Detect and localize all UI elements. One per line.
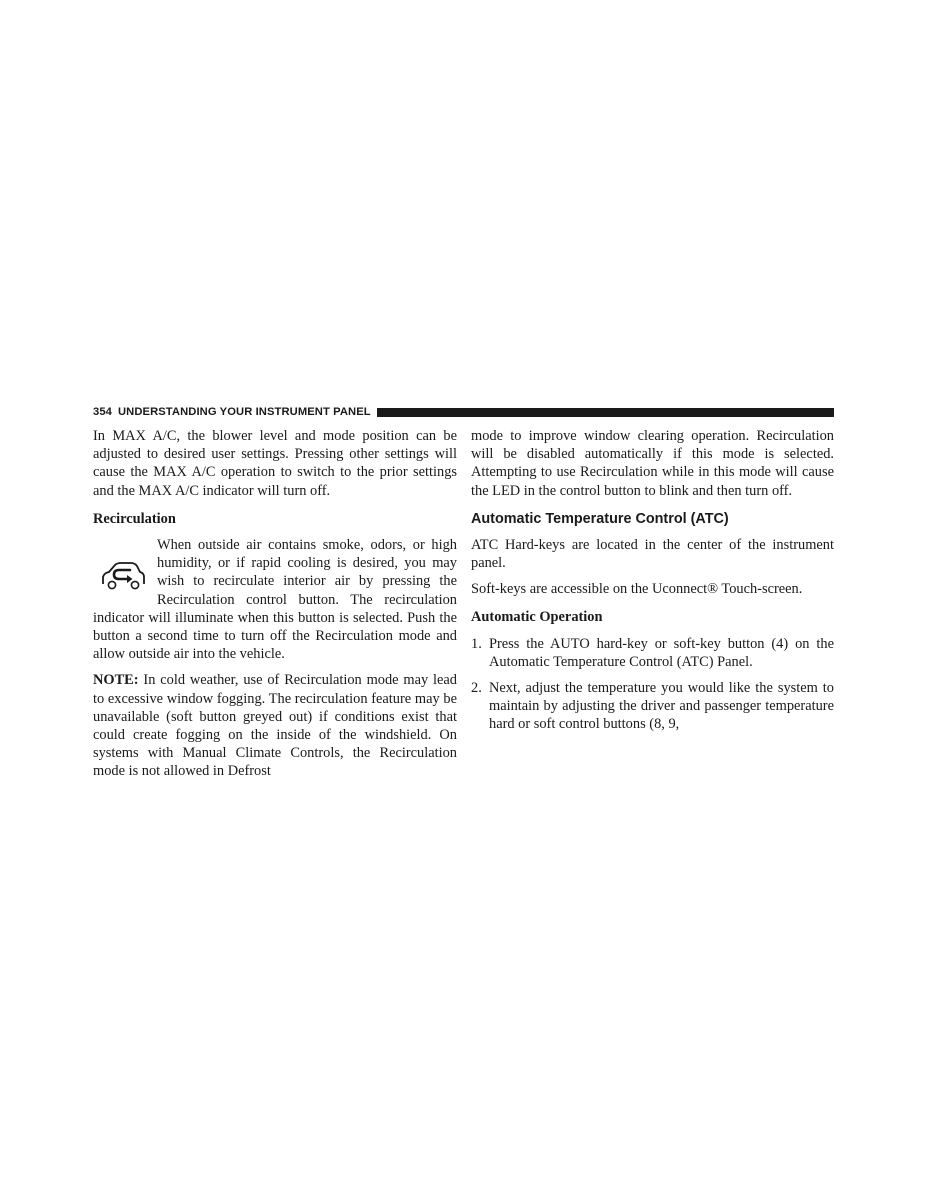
recirculation-paragraph: When outside air contains smoke, odors, or high humidity, or if rapid cooling is desired, you may wish to recirculate interior air by pressing the Recirculation control button. The recirculation indicator will illuminate when this button is selected. Push the button a second time to turn off the Recirculation mode and allow outside air into the vehicle.: [93, 537, 457, 663]
soft-keys-paragraph: Soft-keys are accessible on the Uconnect® Touch-screen.: [471, 581, 803, 598]
recirculation-icon: [93, 544, 151, 604]
atc-heading: Automatic Temperature Control (ATC): [471, 510, 729, 527]
page-number: 354: [93, 406, 112, 418]
step-text: Next, adjust the temperature you would like the system to maintain by adjusting the driver and passenger temperature hard or soft control buttons (8, 9,: [489, 680, 834, 733]
left-column: [93, 427, 457, 781]
automatic-operation-heading: Automatic Operation: [471, 609, 603, 626]
list-item: [471, 635, 834, 671]
steps-list: [471, 635, 834, 734]
header-text: [93, 405, 371, 419]
note-paragraph: [93, 671, 457, 780]
note-text: In cold weather, use of Recirculation mode may lead to excessive window fogging. The recirculation feature may be unavailable (soft button greyed out) if conditions exist that could create fogging on the inside of the windshield. On systems with Manual Climate Controls, the Recirculation mode is not allowed in Defrost: [93, 672, 457, 780]
header-rule: [377, 408, 834, 417]
right-column: [471, 427, 834, 734]
note-label: NOTE:: [93, 672, 139, 689]
section-title: UNDERSTANDING YOUR INSTRUMENT PANEL: [117, 406, 371, 418]
step-number: 2.: [471, 680, 482, 697]
hard-keys-paragraph: ATC Hard-keys are located in the center of the instrument panel.: [471, 536, 834, 572]
list-item: [471, 679, 834, 734]
note-continued-paragraph: mode to improve window clearing operation. Recirculation will be disabled automatically if this mode is selected. Attempting to use Recirculation while in this mode will cause the LED in the control button to blink and then turn off.: [471, 428, 834, 499]
recirculation-section: [93, 536, 457, 663]
recirculation-heading: Recirculation: [93, 510, 176, 527]
step-text: Press the AUTO hard-key or soft-key button (4) on the Automatic Temperature Control (ATC) Panel.: [489, 635, 834, 670]
step-number: 1.: [471, 635, 482, 652]
page-header: [93, 405, 834, 419]
max-ac-paragraph: In MAX A/C, the blower level and mode position can be adjusted to desired user settings. Pressing other settings will cause the MAX A/C operation to switch to the prior settings and the MAX A/C indicator will turn off.: [93, 428, 457, 499]
